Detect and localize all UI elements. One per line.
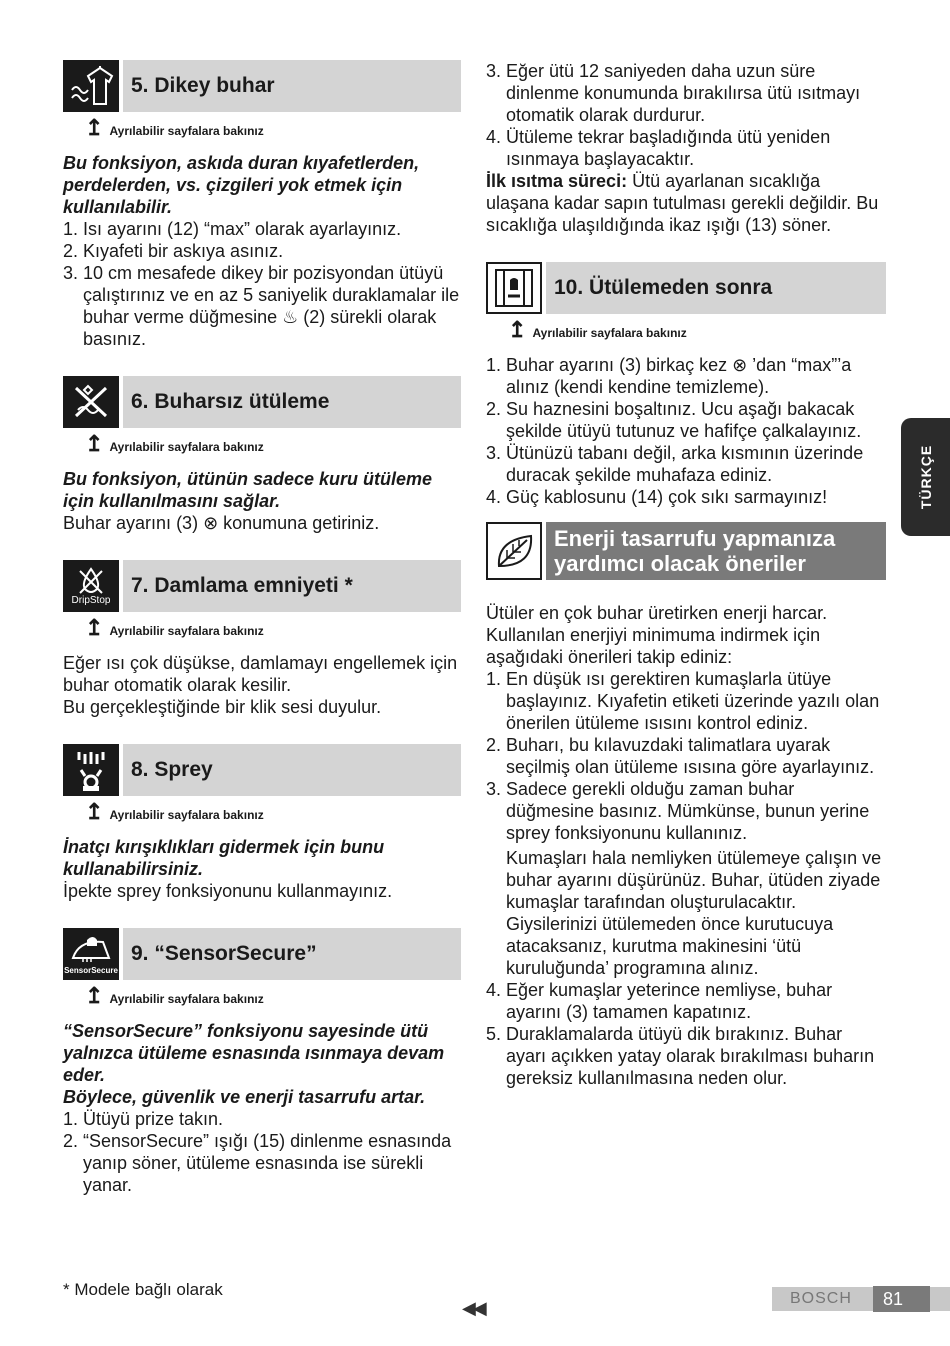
section-title: 8. Sprey [123,744,461,796]
arrow-up-icon: ↥ [85,799,104,824]
list-item: 1. En düşük ısı gerektiren kumaşlarla ütüye başlayınız. Kıyafetin etiketi üzerinde yazılı olan önerilen ütüleme ısısını kontrol ediniz. [486,669,880,733]
arrow-up-icon: ↥ [85,431,104,456]
list-item: 3. Eğer ütü 12 saniyeden daha uzun süre dinlenme konumunda bırakılırsa ütü ısıtmayı otomatik olarak durdurur. [486,61,861,125]
reference-note: ↥ Ayrılabilir sayfalara bakınız [85,431,264,456]
section-title: 10. Ütülemeden sonra [546,262,886,314]
list-item: 2. Su haznesini boşaltınız. Ucu aşağı bakacak şekilde ütüyü tutunuz ve hafifçe çalkalayınız. [486,399,862,441]
section-title: 6. Buharsız ütüleme [123,376,461,428]
section-lead: Bu fonksiyon, askıda duran kıyafetlerden, perdelerden, vs. çizgileri yok etmek için kullanılabilir. [63,153,420,217]
section-header-vertical-steam [63,60,461,112]
list-item: 3. 10 cm mesafede dikey bir pozisyondan ütüyü çalıştırınız ve en az 5 saniyelik duraklamalar ile buhar verme düğmesine ♨ (2) sürekli olarak basınız. [63,263,460,349]
section-title: 9. “SensorSecure” [123,928,461,980]
section-title: Enerji tasarrufu yapmanıza yardımcı olacak öneriler [546,522,886,580]
section-text: Ütüler en çok buhar üretirken enerji harcar. Kullanılan enerjiyi minimuma indirmek için aşağıdaki önerileri takip ediniz: [486,603,828,667]
section-header-sensorsecure [63,928,461,980]
right-column [486,60,886,1089]
section-text: İpekte sprey fonksiyonunu kullanmayınız. [63,881,393,901]
no-steam-icon [63,376,119,428]
section-text: Buhar ayarını (3) ⊗ konumuna getiriniz. [63,513,380,533]
section-header-energy-saving [486,522,886,580]
list-item-continuation: Kumaşları hala nemliyken ütülemeye çalışın ve buhar ayarını düşürünüz. Buhar, ütüden ziyade kumaşlar tarafından oluşturulacaktır. Giysilerinizi ütülemeden önce kurutucuya atacaksanız, kurutma makinesini ‘ütü kuruluğunda’ programına alınız. [506,848,882,978]
footnote: * Modele bağlı olarak [63,1280,223,1299]
list-item: 4. Güç kablosunu (14) çok sıkı sarmayınız! [486,487,828,507]
arrow-up-icon: ↥ [508,317,527,342]
list-item: 3. Ütünüzü tabanı değil, arka kısmının üzerinde duracak şekilde muhafaza ediniz. [486,443,864,485]
language-tab: TÜRKÇE [901,418,950,536]
step-list [486,60,886,170]
list-item: 2. Kıyafeti bir askıya asınız. [63,241,284,261]
arrow-up-icon: ↥ [85,983,104,1008]
vertical-steam-icon [63,60,119,112]
section-lead: Bu fonksiyon, ütünün sadece kuru ütüleme için kullanılmasını sağlar. [63,469,433,511]
section-text: Eğer ısı çok düşükse, damlamayı engellemek için buhar otomatik olarak kesilir. [63,653,458,695]
spray-icon [63,744,119,796]
brand-name: BOSCH [790,1290,852,1307]
reference-note: ↥ Ayrılabilir sayfalara bakınız [85,615,264,640]
list-item: 5. Duraklamalarda ütüyü dik bırakınız. Buhar ayarı açıkken yatay olarak bırakılması buharın gereksiz kullanılmasına neden olur. [486,1024,875,1088]
drip-stop-icon: DripStop [63,560,119,612]
step-list [63,1108,461,1196]
section-lead: Böylece, güvenlik ve enerji tasarrufu artar. [63,1087,426,1107]
list-item: 2. “SensorSecure” ışığı (15) dinlenme esnasında yanıp söner, ütüleme esnasında ise sürekli yanar. [63,1131,452,1195]
section-lead: İnatçı kırışıklıkları gidermek için bunu kullanabilirsiniz. [63,837,385,879]
page-number: 81 [873,1286,930,1312]
step-list [486,668,886,844]
step-list [63,218,461,350]
previous-page-icon[interactable]: ◀◀ [462,1298,484,1318]
footer-brand-bar [772,1287,950,1311]
arrow-up-icon: ↥ [85,115,104,140]
section-header-after-ironing [486,262,886,314]
section-header-drip-stop [63,560,461,612]
section-header-spray [63,744,461,796]
section-lead: “SensorSecure” fonksiyonu sayesinde ütü yalnızca ütüleme esnasında ısınmaya devam eder. [63,1021,445,1085]
list-item: 1. Ütüyü prize takın. [63,1109,224,1129]
first-heating-note: İlk ısıtma süreci: Ütü ayarlanan sıcaklığa ulaşana kadar sapın tutulması gerekli değildir. Bu sıcaklığa ulaşıldığında ikaz ışığı (13) söner. [486,171,879,235]
section-title: 7. Damlama emniyeti * [123,560,461,612]
list-item: 3. Sadece gerekli olduğu zaman buhar düğmesine basınız. Mümkünse, bunun yerine sprey fonksiyonunu kullanınız. [486,779,870,843]
step-list [486,979,886,1089]
step-list [486,354,886,508]
section-title: 5. Dikey buhar [123,60,461,112]
reference-note: ↥ Ayrılabilir sayfalara bakınız [85,799,264,824]
section-text: Bu gerçekleştiğinde bir klik sesi duyulur. [63,697,382,717]
list-item: 1. Isı ayarını (12) “max” olarak ayarlayınız. [63,219,402,239]
list-item: 1. Buhar ayarını (3) birkaç kez ⊗ ’dan “max”’a alınız (kendi kendine temizleme). [486,355,852,397]
section-header-dry-ironing [63,376,461,428]
arrow-up-icon: ↥ [85,615,104,640]
left-column [63,60,461,1196]
leaf-icon [486,522,542,580]
list-item: 4. Eğer kumaşlar yeterince nemliyse, buhar ayarını (3) tamamen kapatınız. [486,980,833,1022]
sensorsecure-icon: SensorSecure [63,928,119,980]
reference-note: ↥ Ayrılabilir sayfalara bakınız [85,983,264,1008]
storage-cabinet-icon [486,262,542,314]
reference-note: ↥ Ayrılabilir sayfalara bakınız [85,115,264,140]
list-item: 4. Ütüleme tekrar başladığında ütü yeniden ısınmaya başlayacaktır. [486,127,831,169]
reference-note: ↥ Ayrılabilir sayfalara bakınız [508,317,687,342]
list-item: 2. Buharı, bu kılavuzdaki talimatlara uyarak seçilmiş olan ütüleme ısısına göre ayarlayınız. [486,735,875,777]
